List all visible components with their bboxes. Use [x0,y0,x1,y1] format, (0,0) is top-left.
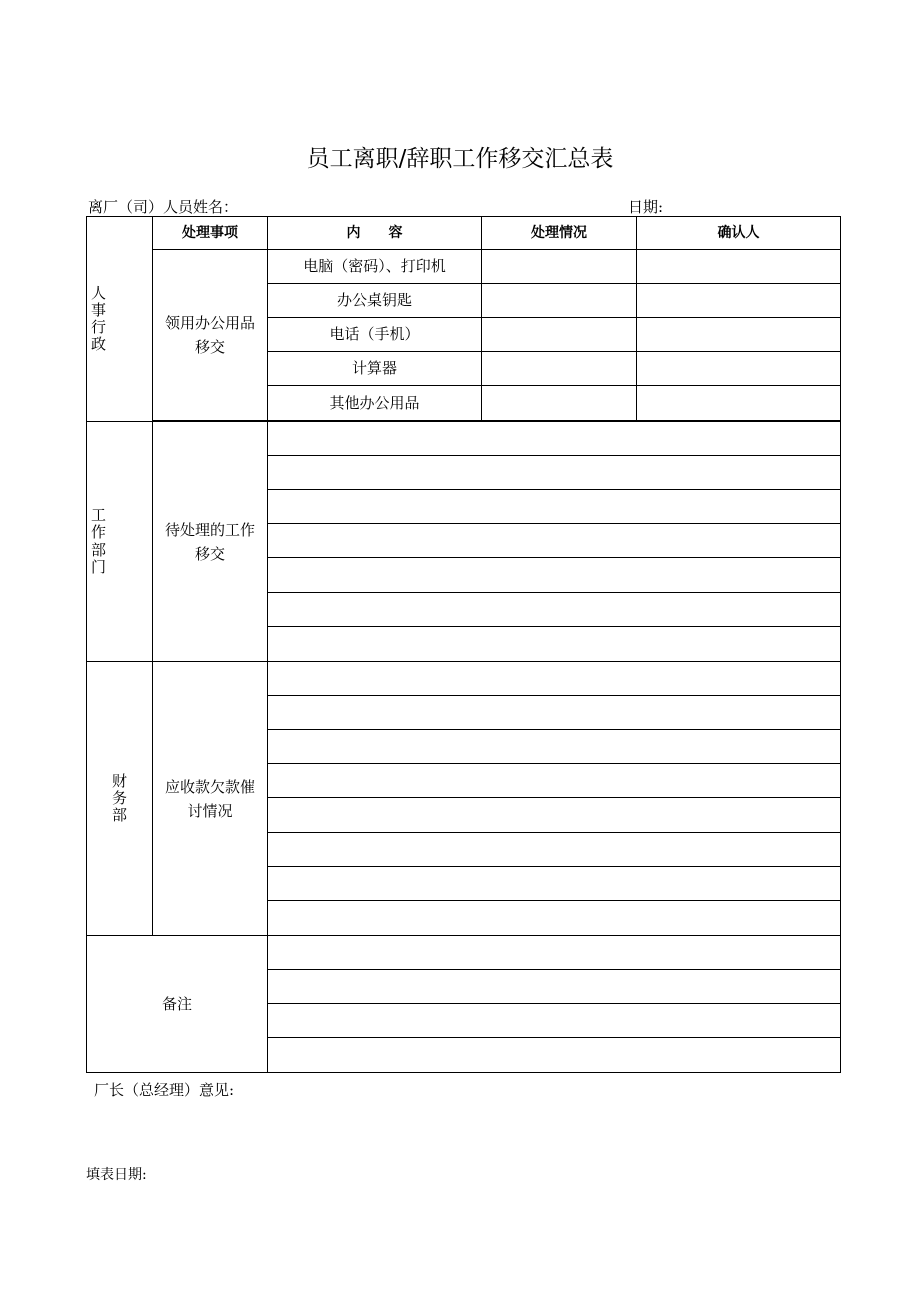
confirmer-cell[interactable] [637,250,841,284]
dept-finance-cell [87,662,153,936]
content-cell: 办公桌钥匙 [268,284,482,318]
dept-char: 财 [111,771,127,790]
entry-cell[interactable] [268,422,841,456]
table-row [87,936,841,970]
remarks-entry-cell[interactable] [268,1038,841,1073]
manager-opinion-label: 厂长（总经理）意见: [94,1081,235,1099]
item-pending-work: 待处理的工作移交 [153,422,268,662]
entry-cell[interactable] [268,558,841,593]
entry-cell[interactable] [268,764,841,798]
entry-cell[interactable] [268,662,841,696]
dept-char: 作 [91,523,107,542]
fill-date-label: 填表日期: [86,1167,147,1183]
dept-char: 务 [111,788,127,807]
entry-cell[interactable] [268,627,841,662]
content-cell: 电话（手机） [268,318,482,352]
dept-char: 行 [91,318,107,336]
confirmer-cell[interactable] [637,318,841,352]
entry-cell[interactable] [268,456,841,490]
status-cell[interactable] [482,318,637,352]
content-cell: 计算器 [268,352,482,386]
header-content: 内 容 [268,217,482,250]
entry-cell[interactable] [268,833,841,867]
dept-char: 门 [91,557,107,576]
confirmer-cell[interactable] [637,386,841,421]
dept-char: 部 [91,540,107,559]
status-cell[interactable] [482,352,637,386]
entry-cell[interactable] [268,798,841,833]
status-cell[interactable] [482,250,637,284]
date-label: 日期: [628,198,664,216]
entry-cell[interactable] [268,490,841,524]
header-status: 处理情况 [482,217,637,250]
item-office-supplies: 领用办公用品移交 [153,250,268,421]
status-cell[interactable] [482,284,637,318]
header-confirmer: 确认人 [637,217,841,250]
page-title: 员工离职/辞职工作移交汇总表 [306,146,614,172]
dept-char: 事 [91,300,107,319]
entry-cell[interactable] [268,730,841,764]
confirmer-cell[interactable] [637,352,841,386]
remarks-entry-cell[interactable] [268,970,841,1004]
entry-cell[interactable] [268,867,841,901]
remarks-entry-cell[interactable] [268,1004,841,1038]
remarks-entry-cell[interactable] [268,936,841,970]
entry-cell[interactable] [268,524,841,558]
header-item: 处理事项 [153,217,268,250]
handover-table [86,216,841,1073]
entry-cell[interactable] [268,593,841,627]
entry-cell[interactable] [268,901,841,936]
table-row [87,422,841,456]
dept-char: 部 [111,806,127,825]
header-row [87,217,841,250]
status-cell[interactable] [482,386,637,421]
entry-cell[interactable] [268,696,841,730]
item-receivables: 应收款欠款催讨情况 [153,662,268,936]
content-cell: 电脑（密码）、打印机 [268,250,482,284]
dept-hr-cell [87,217,153,422]
remarks-label: 备注 [87,936,268,1073]
dept-char: 工 [91,506,107,524]
table-row [87,250,841,284]
dept-char: 人 [91,283,107,302]
confirmer-cell[interactable] [637,284,841,318]
name-label: 离厂（司）人员姓名： [88,198,239,216]
dept-char: 政 [91,335,107,354]
dept-work-cell [87,422,153,662]
table-row [87,662,841,696]
content-cell: 其他办公用品 [268,386,482,421]
